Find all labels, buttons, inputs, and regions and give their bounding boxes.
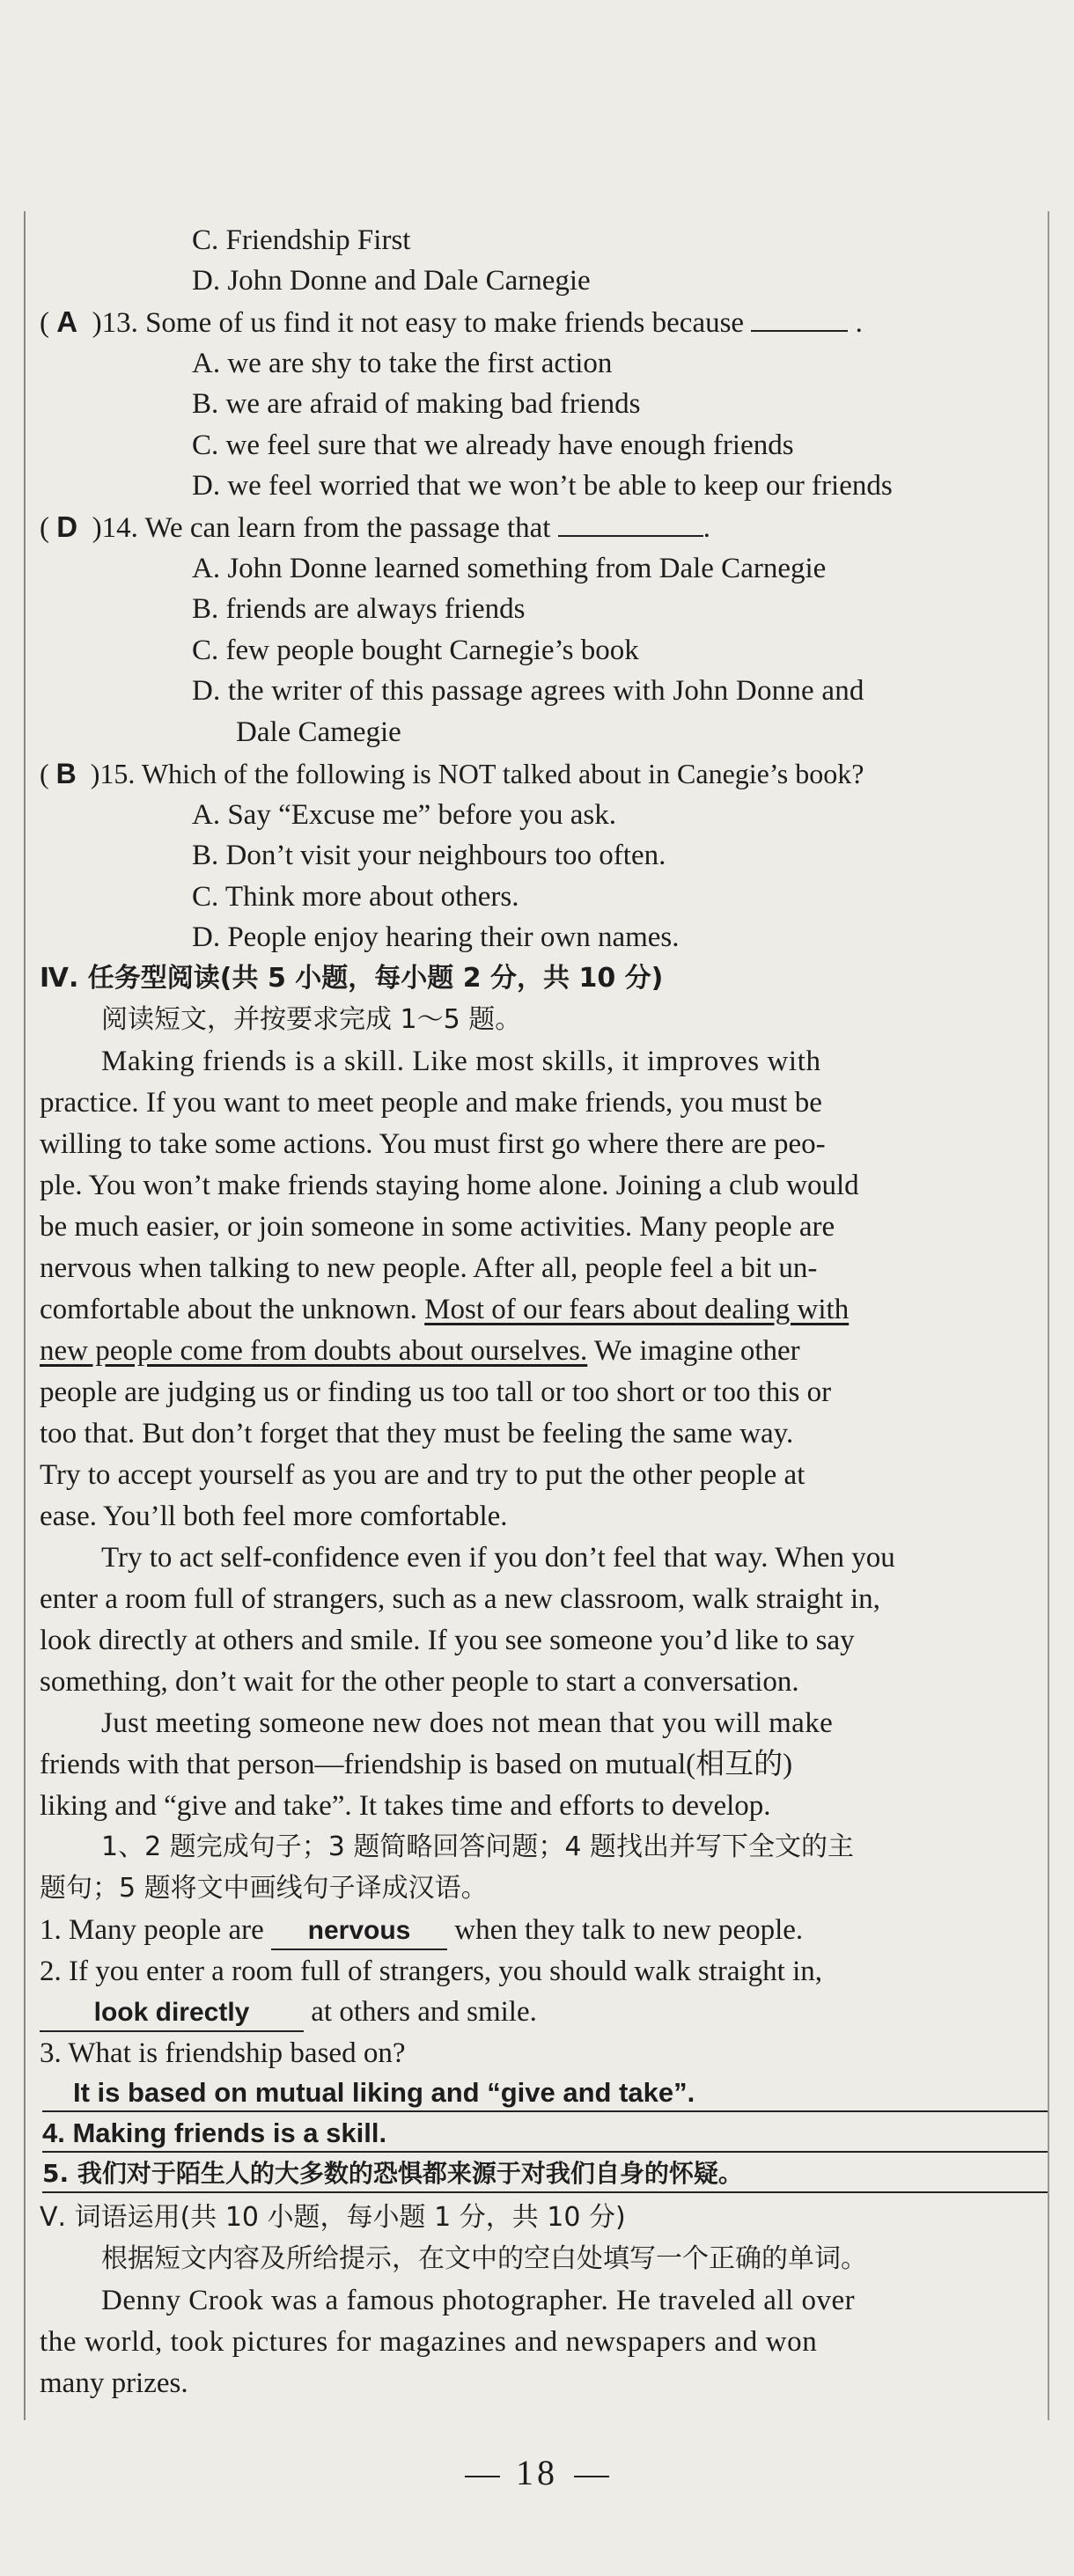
passage-p2-line-1: Try to act self-confidence even if you don’t feel that way. When you <box>101 1542 895 1574</box>
answer-paren: ( <box>40 307 57 339</box>
task-1-answer: nervous <box>271 1913 447 1950</box>
q15-option-c: C. Think more about others. <box>192 881 519 913</box>
q13-answer: A <box>56 305 78 338</box>
section-5-p1-line-2: the world, took pictures for magazines and newspapers and won <box>40 2326 818 2358</box>
q12-option-c: C. Friendship First <box>192 224 411 256</box>
task-3-answer: It is based on mutual liking and “give and take”. <box>42 2075 1048 2112</box>
q14-option-b: B. friends are always friends <box>192 593 526 625</box>
task-2-line-2 <box>40 1994 537 2032</box>
passage-p2-line-4: something, don’t wait for the other people to start a conversation. <box>40 1666 799 1698</box>
question-15 <box>40 756 864 791</box>
answer-paren-gap <box>77 758 91 789</box>
task-5-answer: 5. 我们对于陌生人的大多数的恐惧都来源于对我们自身的怀疑。 <box>42 2156 1048 2193</box>
page-number-text: 18 <box>516 2453 558 2492</box>
q14-option-a: A. John Donne learned something from Dale Carnegie <box>192 553 827 584</box>
passage-p1-line-8 <box>40 1333 800 1369</box>
question-13 <box>40 305 863 341</box>
passage-p1-line-1: Making friends is a skill. Like most skills, it improves with <box>101 1046 821 1077</box>
passage-p3-line-3: liking and “give and take”. It takes time and efforts to develop. <box>40 1790 771 1822</box>
q13-option-b: B. we are afraid of making bad friends <box>192 388 641 420</box>
dash-left <box>465 2476 500 2477</box>
task-3-question: 3. What is friendship based on? <box>40 2037 406 2069</box>
q15-option-b: B. Don’t visit your neighbours too often. <box>192 840 666 871</box>
q14-blank <box>558 510 703 537</box>
passage-p1-line-2: practice. If you want to meet people and make friends, you must be <box>40 1087 822 1119</box>
passage-p1-line-10: too that. But don’t forget that they must be feeling the same way. <box>40 1418 794 1449</box>
question-14 <box>40 510 710 546</box>
answer-paren: ( <box>40 758 56 789</box>
task-1 <box>40 1912 803 1950</box>
section-4-heading: Ⅳ. 任务型阅读(共 5 小题，每小题 2 分，共 10 分) <box>40 963 664 994</box>
task-1-before: 1. Many people are <box>40 1914 264 1946</box>
q13-option-c: C. we feel sure that we already have enough friends <box>192 429 794 461</box>
left-margin-rule <box>24 211 26 2420</box>
q14-option-d-cont: Dale Camegie <box>236 716 401 748</box>
answer-paren-gap <box>77 307 92 339</box>
passage-p1-line-7-text: comfortable about the unknown. <box>40 1294 417 1325</box>
task-2-after: at others and smile. <box>311 1996 537 2028</box>
q14-option-d: D. the writer of this passage agrees with John Donne and <box>192 675 864 707</box>
task-instruction-line-1: 1、2 题完成句子；3 题简略回答问题；4 题找出并写下全文的主 <box>101 1831 854 1862</box>
q14-option-c: C. few people bought Carnegie’s book <box>192 635 639 666</box>
q13-period: . <box>848 307 863 339</box>
dash-right <box>574 2476 609 2477</box>
section-5-p1-line-1: Denny Crook was a famous photographer. He traveled all over <box>101 2285 856 2316</box>
passage-p1-line-4: ple. You won’t make friends staying home alone. Joining a club would <box>40 1170 859 1201</box>
task-4-answer: 4. Making friends is a skill. <box>42 2116 1048 2153</box>
task-1-after: when they talk to new people. <box>454 1914 804 1946</box>
passage-p2-line-2: enter a room full of strangers, such as a new classroom, walk straight in, <box>40 1583 880 1615</box>
passage-p1-line-11: Try to accept yourself as you are and try to put the other people at <box>40 1459 806 1491</box>
task-instruction-line-2: 题句；5 题将文中画线句子译成汉语。 <box>40 1873 488 1904</box>
q15-option-a: A. Say “Excuse me” before you ask. <box>192 799 616 831</box>
passage-p1-line-7 <box>40 1292 849 1327</box>
underlined-sentence-part-1: Most of our fears about dealing with <box>424 1294 850 1325</box>
passage-p1-line-3: willing to take some actions. You must first go where there are peo- <box>40 1128 826 1160</box>
right-margin-rule <box>1048 211 1049 2420</box>
q15-answer: B <box>55 758 77 789</box>
answer-paren: ( <box>40 512 57 544</box>
q15-option-d: D. People enjoy hearing their own names. <box>192 921 680 953</box>
q14-answer: D <box>56 510 78 543</box>
underlined-sentence-part-2: new people come from doubts about ourselves. <box>40 1335 588 1367</box>
q13-option-d: D. we feel worried that we won’t be able to keep our friends <box>192 470 893 502</box>
passage-p1-line-9: people are judging us or finding us too tall or too short or too this or <box>40 1376 832 1408</box>
passage-p2-line-3: look directly at others and smile. If you see someone you’d like to say <box>40 1625 855 1656</box>
passage-p1-line-12: ease. You’ll both feel more comfortable. <box>40 1501 508 1532</box>
passage-p1-line-8-rest: We imagine other <box>587 1335 800 1367</box>
q14-period: . <box>703 512 710 544</box>
task-2-line-1: 2. If you enter a room full of strangers, you should walk straight in, <box>40 1956 822 1987</box>
task-2-answer: look directly <box>40 1995 304 2032</box>
q12-option-d: D. John Donne and Dale Carnegie <box>192 265 591 297</box>
passage-p1-line-5: be much easier, or join someone in some activities. Many people are <box>40 1211 835 1243</box>
section-5-heading: Ⅴ. 词语运用(共 10 小题，每小题 1 分，共 10 分) <box>40 2202 626 2233</box>
q13-stem: )13. Some of us find it not easy to make friends because <box>92 307 745 339</box>
q14-stem: )14. We can learn from the passage that <box>92 512 551 544</box>
q13-option-a: A. we are shy to take the first action <box>192 348 613 379</box>
section-5-p1-line-3: many prizes. <box>40 2367 188 2399</box>
answer-paren-gap <box>77 512 92 544</box>
passage-p3-line-1: Just meeting someone new does not mean that you will make <box>101 1707 834 1739</box>
section-5-instruction: 根据短文内容及所给提示，在文中的空白处填写一个正确的单词。 <box>101 2243 867 2274</box>
passage-p3-line-2: friends with that person—friendship is based on mutual(相互的) <box>40 1749 793 1780</box>
page-number <box>0 2452 1074 2493</box>
passage-p1-line-6: nervous when talking to new people. After all, people feel a bit un- <box>40 1252 818 1284</box>
q13-blank <box>751 305 848 332</box>
q15-stem: )15. Which of the following is NOT talked about in Canegie’s book? <box>90 758 864 789</box>
section-4-instruction: 阅读短文，并按要求完成 1～5 题。 <box>101 1004 522 1035</box>
